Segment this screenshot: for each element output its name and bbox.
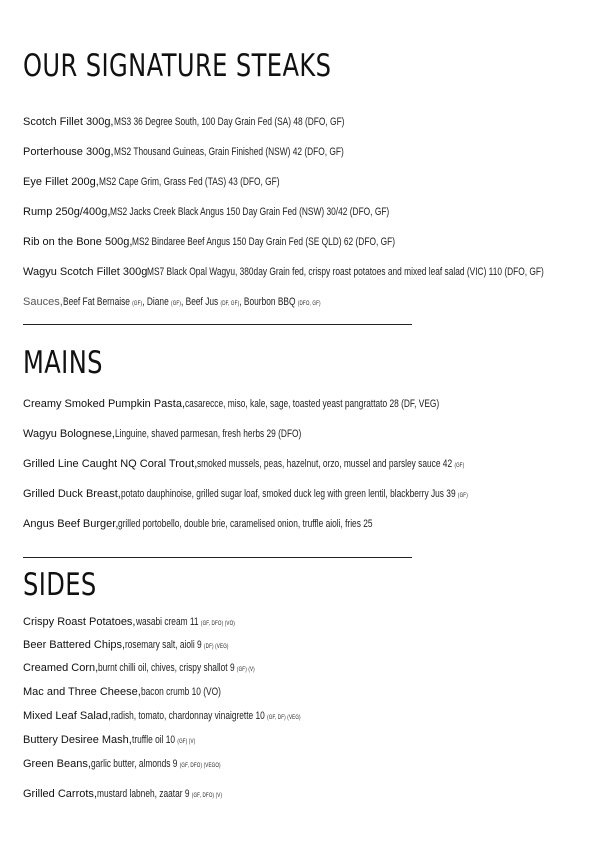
sauces-list: Beef Fat Bernaise (GF), Diane (GF), Beef Jus (DF, GF), Bourbon BBQ (DFO, GF) — [62, 296, 321, 308]
menu-item-desiree-mash — [23, 731, 215, 747]
menu-item-creamed-corn — [23, 659, 305, 675]
item-description: burnt chilli oil, chives, crispy shallot 9 (GF) (V) — [98, 662, 256, 674]
item-name: Grilled Carrots, — [23, 788, 97, 800]
item-name: Creamed Corn, — [23, 662, 99, 674]
steaks-heading: OUR SIGNATURE STEAKS — [23, 48, 332, 84]
item-name: Green Beans, — [23, 758, 91, 770]
item-description: potato dauphinoise, grilled sugar loaf, smoked duck leg with green lentil, blackberry Jus 39 (GF) — [120, 488, 468, 500]
menu-item-coral-trout — [23, 455, 549, 471]
menu-item-beer-battered-chips — [23, 636, 261, 652]
item-name: Porterhouse 300g, — [23, 146, 114, 158]
item-description: MS2 Cape Grim, Grass Fed (TAS) 43 (DFO, GF) — [98, 176, 280, 188]
menu-item-pumpkin-pasta — [23, 395, 519, 411]
item-description: smoked mussels, peas, hazelnut, orzo, mussel and parsley sauce 42 (GF) — [197, 458, 465, 470]
item-description: Linguine, shaved parmesan, fresh herbs 29 (DFO) — [114, 428, 302, 440]
section-divider — [23, 557, 412, 558]
item-name: Wagyu Scotch Fillet 300g — [23, 266, 148, 278]
menu-item-wagyu-scotch-fillet — [23, 263, 595, 279]
item-name: Grilled Duck Breast, — [23, 488, 121, 500]
menu-item-mixed-leaf-salad — [23, 707, 361, 723]
item-name: Mixed Leaf Salad, — [23, 710, 112, 722]
menu-item-porterhouse — [23, 143, 416, 159]
item-name: Buttery Desiree Mash, — [23, 734, 132, 746]
item-description: garlic butter, almonds 9 (GF, DFO) (VEGO) — [90, 758, 221, 770]
item-description: wasabi cream 11 (GF, DFO) (VO) — [135, 616, 235, 628]
item-name: Grilled Line Caught NQ Coral Trout, — [23, 458, 198, 470]
mains-heading: MAINS — [23, 345, 103, 381]
item-name: Rump 250g/400g, — [23, 206, 111, 218]
item-name: Crispy Roast Potatoes, — [23, 616, 136, 628]
menu-item-wagyu-bolognese — [23, 425, 360, 441]
item-description: mustard labneh, zaatar 9 (GF, DFO) (V) — [96, 788, 223, 800]
item-name: Eye Fillet 200g, — [23, 176, 99, 188]
menu-item-rib-on-the-bone — [23, 233, 479, 249]
item-name: Beer Battered Chips, — [23, 639, 126, 651]
item-name: Rib on the Bone 500g, — [23, 236, 133, 248]
item-name: Creamy Smoked Pumpkin Pasta, — [23, 398, 186, 410]
item-description: MS7 Black Opal Wagyu, 380day Grain fed, crispy roast potatoes and mixed leaf salad (VIC) 110 (DFO, GF) — [147, 266, 545, 278]
item-name: Angus Beef Burger, — [23, 518, 119, 530]
menu-item-scotch-fillet — [23, 113, 417, 129]
item-description: MS3 36 Degree South, 100 Day Grain Fed (SA) 48 (DFO, GF) — [113, 116, 344, 128]
menu-item-rump — [23, 203, 478, 219]
item-name: Mac and Three Cheese, — [23, 686, 141, 698]
item-description: rosemary salt, aioli 9 (DF) (VEG) — [125, 639, 229, 651]
item-description: truffle oil 10 (GF) (V) — [131, 734, 196, 746]
menu-item-green-beans — [23, 755, 262, 771]
item-description: MS2 Jacks Creek Black Angus 150 Day Grain Fed (NSW) 30/42 (DFO, GF) — [110, 206, 390, 218]
menu-item-mac-and-cheese — [23, 683, 246, 699]
sides-heading: SIDES — [23, 567, 97, 603]
item-description: grilled portobello, double brie, caramelised onion, truffle aioli, fries 25 — [118, 518, 373, 530]
menu-item-duck-breast — [23, 485, 577, 501]
menu-item-eye-fillet — [23, 173, 336, 189]
item-description: MS2 Bindaree Beef Angus 150 Day Grain Fed (SE QLD) 62 (DFO, GF) — [132, 236, 396, 248]
sauces-label: Sauces, — [23, 296, 63, 308]
item-description: casarecce, miso, kale, sage, toasted yeast pangrattato 28 (DF, VEG) — [185, 398, 440, 410]
section-divider — [23, 324, 412, 325]
sauces-line — [23, 293, 402, 309]
item-description: radish, tomato, chardonnay vinaigrette 10 (GF, DF) (VEG) — [111, 710, 301, 722]
menu-item-angus-burger — [23, 515, 453, 531]
item-name: Wagyu Bolognese, — [23, 428, 115, 440]
item-description: bacon crumb 10 (VO) — [140, 686, 221, 698]
menu-item-grilled-carrots — [23, 785, 262, 801]
item-name: Scotch Fillet 300g, — [23, 116, 114, 128]
item-description: MS2 Thousand Guineas, Grain Finished (NSW) 42 (DFO, GF) — [113, 146, 344, 158]
menu-item-roast-potatoes — [23, 613, 266, 629]
